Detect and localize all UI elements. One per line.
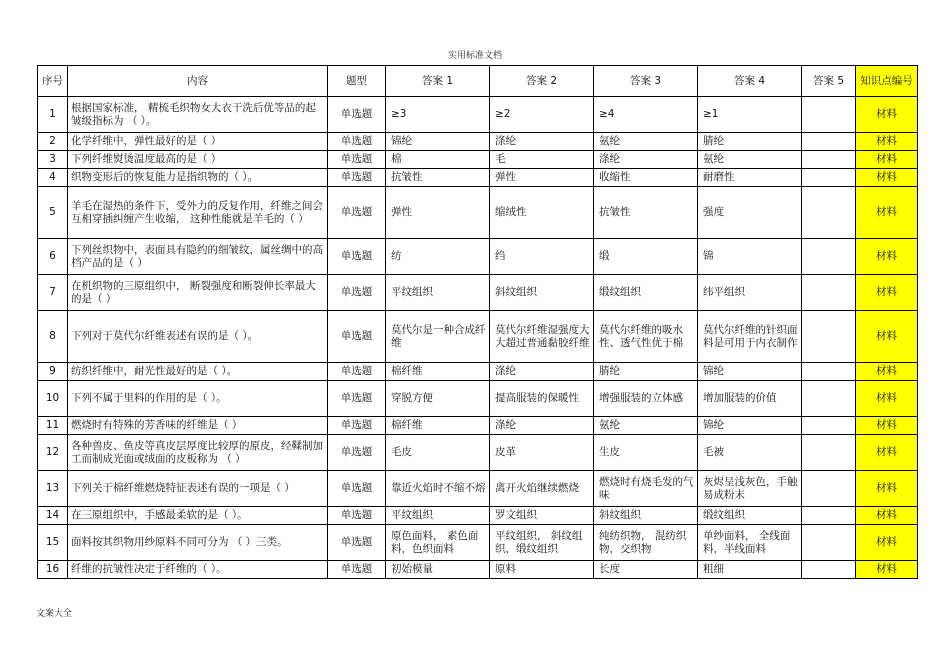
answer-2: 斜纹组织	[490, 275, 594, 311]
answer-5	[802, 187, 856, 239]
answer-4: 耐磨性	[698, 169, 802, 187]
answer-5	[802, 151, 856, 169]
answer-5	[802, 417, 856, 435]
answer-2: 涤纶	[490, 133, 594, 151]
answer-2: 莫代尔纤维湿强度大大超过普通黏胶纤维	[490, 311, 594, 363]
answer-3: ≥4	[594, 97, 698, 133]
knowledge-point: 材料	[856, 239, 918, 275]
answer-4: 单纱面料， 全线面料，半线面料	[698, 525, 802, 561]
answer-4: 缎纹组织	[698, 507, 802, 525]
answer-4: 锦纶	[698, 363, 802, 381]
question-text: 下列丝织物中，表面具有隐约的细皱纹，属丝绸中的高档产品的是（ ）	[68, 239, 328, 275]
knowledge-point: 材料	[856, 525, 918, 561]
table-row	[38, 239, 918, 275]
answer-5	[802, 133, 856, 151]
answer-5	[802, 561, 856, 579]
answer-5	[802, 381, 856, 417]
answer-2: 缩绒性	[490, 187, 594, 239]
question-type: 单选题	[328, 471, 386, 507]
answer-1: ≥3	[386, 97, 490, 133]
table-row	[38, 363, 918, 381]
question-text: 下列对于莫代尔纤维表述有误的是（ ）。	[68, 311, 328, 363]
answer-1: 棉纤维	[386, 417, 490, 435]
answer-3: 长度	[594, 561, 698, 579]
question-type: 单选题	[328, 239, 386, 275]
answer-4: 氨纶	[698, 151, 802, 169]
question-text: 在三原组织中，手感最柔软的是（ ）。	[68, 507, 328, 525]
answer-3: 燃烧时有烧毛发的气味	[594, 471, 698, 507]
row-number: 10	[38, 381, 68, 417]
answer-3: 抗皱性	[594, 187, 698, 239]
answer-3: 涤纶	[594, 151, 698, 169]
table-row	[38, 525, 918, 561]
row-number: 11	[38, 417, 68, 435]
knowledge-point: 材料	[856, 435, 918, 471]
question-type: 单选题	[328, 97, 386, 133]
answer-2: 罗文组织	[490, 507, 594, 525]
header-answer-1: 答案 1	[386, 66, 490, 97]
answer-4: 锦纶	[698, 417, 802, 435]
question-table	[37, 65, 918, 579]
knowledge-point: 材料	[856, 275, 918, 311]
page-header-note: 实用标准文档	[447, 51, 502, 61]
answer-1: 毛皮	[386, 435, 490, 471]
question-type: 单选题	[328, 561, 386, 579]
question-text: 下列关于棉纤维燃烧特征表述有误的一项是（ ）	[68, 471, 328, 507]
question-text: 燃烧时有特殊的芳香味的纤维是（ ）	[68, 417, 328, 435]
answer-1: 平纹组织	[386, 275, 490, 311]
answer-2: 离开火焰继续燃烧	[490, 471, 594, 507]
knowledge-point: 材料	[856, 187, 918, 239]
answer-1: 靠近火焰时不缩不熔	[386, 471, 490, 507]
answer-3: 增强服装的立体感	[594, 381, 698, 417]
answer-1: 抗皱性	[386, 169, 490, 187]
answer-3: 腈纶	[594, 363, 698, 381]
answer-1: 莫代尔是一种合成纤维	[386, 311, 490, 363]
question-text: 纺织纤维中，耐光性最好的是（ ）。	[68, 363, 328, 381]
question-type: 单选题	[328, 169, 386, 187]
question-text: 下列不属于里料的作用的是（ ）。	[68, 381, 328, 417]
answer-3: 斜纹组织	[594, 507, 698, 525]
question-type: 单选题	[328, 133, 386, 151]
row-number: 13	[38, 471, 68, 507]
answer-4: 纬平组织	[698, 275, 802, 311]
answer-2: 皮革	[490, 435, 594, 471]
knowledge-point: 材料	[856, 381, 918, 417]
answer-2: 弹性	[490, 169, 594, 187]
row-number: 5	[38, 187, 68, 239]
answer-3: 氨纶	[594, 133, 698, 151]
knowledge-point: 材料	[856, 363, 918, 381]
question-text: 根据国家标准， 精梳毛织物女大衣干洗后优等品的起皱级指标为 （ ）。	[68, 97, 328, 133]
knowledge-point: 材料	[856, 471, 918, 507]
answer-5	[802, 275, 856, 311]
answer-2: 毛	[490, 151, 594, 169]
answer-3: 收缩性	[594, 169, 698, 187]
answer-3: 缎	[594, 239, 698, 275]
answer-4: 强度	[698, 187, 802, 239]
header-answer-3: 答案 3	[594, 66, 698, 97]
answer-5	[802, 239, 856, 275]
table-body	[38, 97, 918, 579]
answer-4: 莫代尔纤维的针织面料是可用于内衣制作	[698, 311, 802, 363]
answer-4: ≥1	[698, 97, 802, 133]
answer-4: 灰烬呈浅灰色，手触易成粉末	[698, 471, 802, 507]
answer-2: ≥2	[490, 97, 594, 133]
answer-5	[802, 471, 856, 507]
header-answer-2: 答案 2	[490, 66, 594, 97]
knowledge-point: 材料	[856, 97, 918, 133]
question-type: 单选题	[328, 187, 386, 239]
question-type: 单选题	[328, 525, 386, 561]
table-row	[38, 561, 918, 579]
answer-1: 棉	[386, 151, 490, 169]
table-row	[38, 435, 918, 471]
row-number: 6	[38, 239, 68, 275]
knowledge-point: 材料	[856, 507, 918, 525]
row-number: 9	[38, 363, 68, 381]
answer-1: 原色面料， 素色面料，色织面料	[386, 525, 490, 561]
answer-3: 生皮	[594, 435, 698, 471]
table-row	[38, 133, 918, 151]
answer-4: 锦	[698, 239, 802, 275]
answer-5	[802, 97, 856, 133]
header-type: 题型	[328, 66, 386, 97]
knowledge-point: 材料	[856, 417, 918, 435]
header-answer-5: 答案 5	[802, 66, 856, 97]
answer-1: 初始模量	[386, 561, 490, 579]
table-row	[38, 381, 918, 417]
answer-5	[802, 169, 856, 187]
answer-4: 粗细	[698, 561, 802, 579]
header-knowledge-point: 知识点编号	[856, 66, 918, 97]
knowledge-point: 材料	[856, 151, 918, 169]
row-number: 14	[38, 507, 68, 525]
header-content: 内容	[68, 66, 328, 97]
question-type: 单选题	[328, 275, 386, 311]
question-type: 单选题	[328, 363, 386, 381]
answer-5	[802, 363, 856, 381]
knowledge-point: 材料	[856, 133, 918, 151]
question-type: 单选题	[328, 151, 386, 169]
table-row	[38, 169, 918, 187]
question-text: 羊毛在湿热的条件下，受外力的反复作用，纤维之间会互相穿插纠缠产生收缩， 这种性能就是羊毛的（ ）	[68, 187, 328, 239]
question-text: 各种兽皮、鱼皮等真皮层厚度比较厚的原皮，经鞣制加工而制成光面或绒面的皮板称为 （ ）	[68, 435, 328, 471]
answer-1: 穿脱方便	[386, 381, 490, 417]
answer-2: 涤纶	[490, 417, 594, 435]
question-text: 织物变形后的恢复能力是指织物的（ ）。	[68, 169, 328, 187]
table-row	[38, 417, 918, 435]
row-number: 4	[38, 169, 68, 187]
question-text: 在机织物的三原组织中， 断裂强度和断裂伸长率最大的是（ ）	[68, 275, 328, 311]
row-number: 7	[38, 275, 68, 311]
answer-5	[802, 525, 856, 561]
answer-4: 增加服装的价值	[698, 381, 802, 417]
table-row	[38, 151, 918, 169]
answer-5	[802, 311, 856, 363]
answer-3: 氨纶	[594, 417, 698, 435]
answer-4: 腈纶	[698, 133, 802, 151]
answer-1: 棉纤维	[386, 363, 490, 381]
row-number: 15	[38, 525, 68, 561]
question-text: 下列纤维熨烫温度最高的是（ ）	[68, 151, 328, 169]
table-header-row	[38, 66, 918, 97]
question-text: 化学纤维中，弹性最好的是（ ）	[68, 133, 328, 151]
answer-2: 平纹组织， 斜纹组织，缎纹组织	[490, 525, 594, 561]
question-type: 单选题	[328, 507, 386, 525]
answer-5	[802, 435, 856, 471]
answer-4: 毛被	[698, 435, 802, 471]
answer-3: 纯纺织物， 混纺织物，交织物	[594, 525, 698, 561]
question-type: 单选题	[328, 311, 386, 363]
question-type: 单选题	[328, 435, 386, 471]
header-num: 序号	[38, 66, 68, 97]
question-type: 单选题	[328, 381, 386, 417]
answer-5	[802, 507, 856, 525]
table-row	[38, 471, 918, 507]
answer-1: 纺	[386, 239, 490, 275]
answer-3: 莫代尔纤维的吸水性、透气性优于棉	[594, 311, 698, 363]
row-number: 2	[38, 133, 68, 151]
answer-2: 原料	[490, 561, 594, 579]
answer-2: 绉	[490, 239, 594, 275]
knowledge-point: 材料	[856, 311, 918, 363]
row-number: 8	[38, 311, 68, 363]
row-number: 12	[38, 435, 68, 471]
table-row	[38, 275, 918, 311]
answer-1: 锦纶	[386, 133, 490, 151]
question-type: 单选题	[328, 417, 386, 435]
answer-2: 涤纶	[490, 363, 594, 381]
answer-2: 提高服装的保暖性	[490, 381, 594, 417]
page-footer-note: 文案大全	[36, 609, 73, 619]
row-number: 16	[38, 561, 68, 579]
row-number: 3	[38, 151, 68, 169]
table-row	[38, 507, 918, 525]
header-answer-4: 答案 4	[698, 66, 802, 97]
answer-1: 弹性	[386, 187, 490, 239]
knowledge-point: 材料	[856, 169, 918, 187]
answer-1: 平纹组织	[386, 507, 490, 525]
table-row	[38, 311, 918, 363]
question-text: 纤维的抗皱性决定于纤维的（ ）。	[68, 561, 328, 579]
knowledge-point: 材料	[856, 561, 918, 579]
answer-3: 缎纹组织	[594, 275, 698, 311]
table-row	[38, 187, 918, 239]
row-number: 1	[38, 97, 68, 133]
table-row	[38, 97, 918, 133]
question-text: 面料按其织物用纱原料不同可分为 （ ）三类。	[68, 525, 328, 561]
